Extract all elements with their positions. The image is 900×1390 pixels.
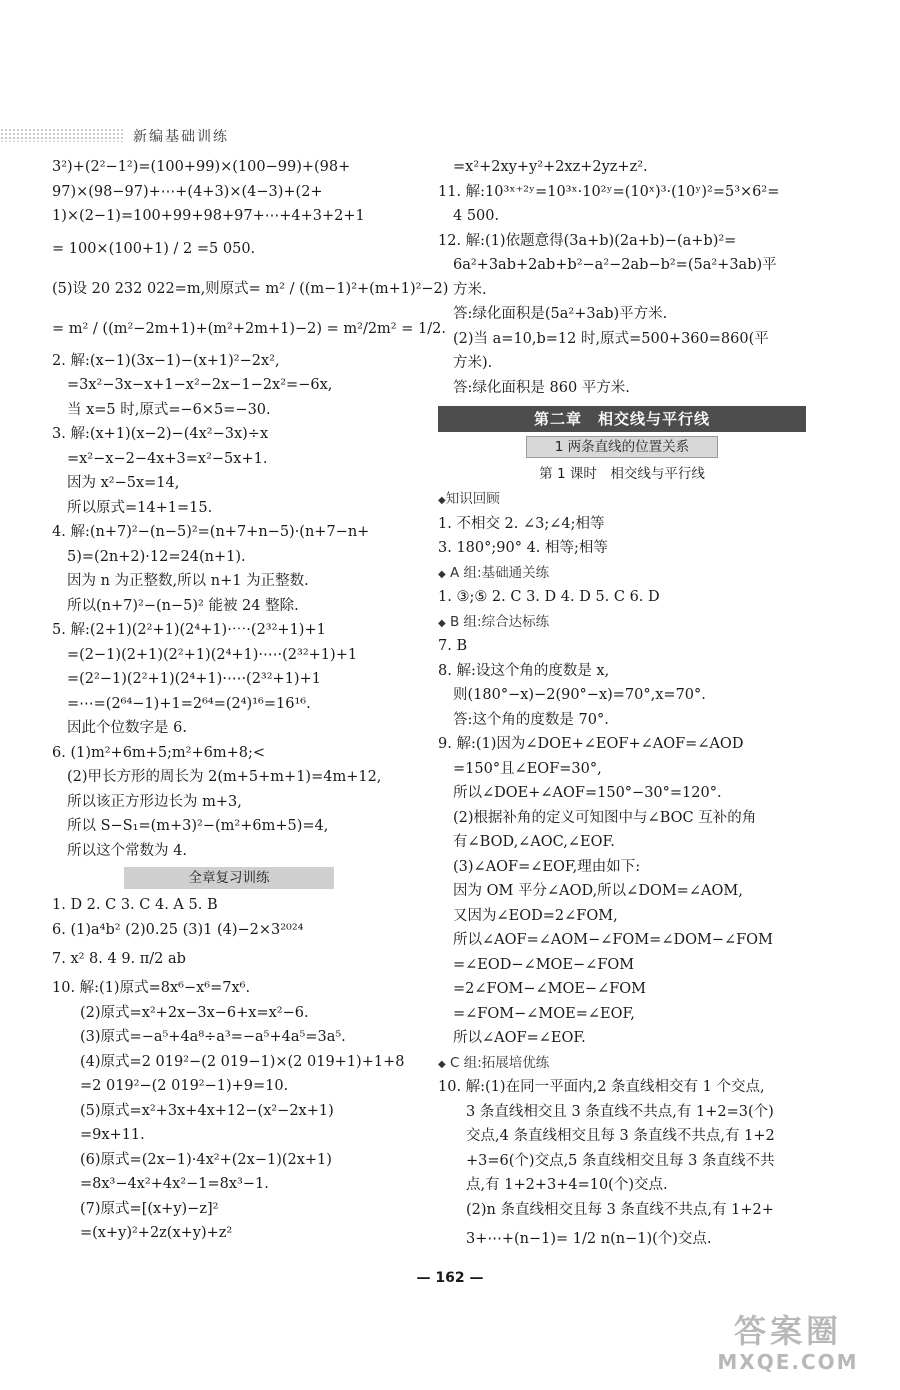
text-line: (2)n 条直线相交且每 3 条直线不共点,有 1+2+	[466, 1201, 774, 1218]
section-title: 1 两条直线的位置关系	[526, 436, 718, 458]
text-line: =(2²−1)(2²+1)(2⁴+1)·⋯·(2³²+1)+1	[67, 671, 321, 687]
text-line: 6. (1)a⁴b² (2)0.25 (3)1 (4)−2×3²⁰²⁴	[52, 921, 304, 938]
text-line: 11. 解:10³ˣ⁺²ʸ=10³ˣ·10²ʸ=(10ˣ)³·(10ʸ)²=5³×6²=	[438, 183, 780, 200]
text-line: 3. 解:(x+1)(x−2)−(4x²−3x)÷x	[52, 426, 269, 442]
text-line: 所以∠DOE+∠AOF=150°−30°=120°.	[453, 785, 722, 801]
group-c-heading	[438, 1051, 806, 1076]
text-line: (7)原式=[(x+y)−z]²	[80, 1200, 219, 1217]
text-line: =(2−1)(2+1)(2²+1)(2⁴+1)·⋯·(2³²+1)+1	[67, 646, 358, 663]
group-b-heading	[438, 610, 806, 635]
text-line: 有∠BOD,∠AOC,∠EOF.	[453, 834, 615, 850]
review-section-title: 全章复习训练	[124, 867, 334, 889]
text-line: (4)原式=2 019²−(2 019−1)×(2 019+1)+1+8	[80, 1053, 405, 1070]
text-line: 又因为∠EOD=2∠FOM,	[453, 907, 618, 924]
text-line: 10. 解:(1)原式=8x⁶−x⁶=7x⁶.	[52, 980, 251, 996]
text-line: 12. 解:(1)依题意得(3a+b)(2a+b)−(a+b)²=	[438, 232, 737, 249]
text-line: =∠EOD−∠MOE−∠FOM	[453, 956, 635, 973]
text-line: (2)当 a=10,b=12 时,原式=500+360=860(平	[453, 330, 769, 347]
group-a-heading-label: A 组:基础通关练	[450, 564, 550, 581]
text-line: 2. 解:(x−1)(3x−1)−(x+1)²−2x²,	[52, 352, 280, 369]
text-line: 97)×(98−97)+⋯+(4+3)×(4−3)+(2+	[52, 183, 323, 200]
watermark	[698, 1312, 878, 1382]
text-line: (5)原式=x²+3x+4x+12−(x²−2x+1)	[80, 1102, 334, 1119]
text-line: 1. ③;⑤ 2. C 3. D 4. D 5. C 6. D	[438, 589, 660, 605]
text-line: 6. (1)m²+6m+5;m²+6m+8;<	[52, 744, 266, 761]
text-line: (5)设 20 232 022=m,则原式= m² / ((m−1)²+(m+1)²−2)	[52, 280, 449, 297]
text-line: 所以 S−S₁=(m+3)²−(m²+6m+5)=4,	[67, 818, 329, 834]
text-line: =2∠FOM−∠MOE−∠FOM	[453, 981, 647, 997]
lesson-title: 第 1 课时 相交线与平行线	[539, 466, 705, 482]
knowledge-heading-label: 知识回顾	[445, 491, 500, 507]
text-line: 因此个位数字是 6.	[67, 720, 187, 736]
text-line: =9x+11.	[80, 1127, 145, 1143]
text-line: 4 500.	[453, 208, 500, 224]
text-line: (3)∠AOF=∠EOF,理由如下:	[453, 858, 641, 875]
text-line: 因为 x²−5x=14,	[67, 475, 180, 491]
text-line: 4. 解:(n+7)²−(n−5)²=(n+7+n−5)·(n+7−n+	[52, 524, 370, 540]
text-line: (2)根据补角的定义可知图中与∠BOC 互补的角	[453, 809, 757, 826]
text-line: 答:绿化面积是(5a²+3ab)平方米.	[453, 306, 668, 322]
text-line: 3+⋯+(n−1)= 1/2 n(n−1)(个)交点.	[466, 1231, 712, 1247]
right-column	[438, 155, 806, 1256]
text-line: 则(180°−x)−2(90°−x)=70°,x=70°.	[453, 687, 706, 703]
text-line: 交点,4 条直线相交且每 3 条直线不共点,有 1+2	[466, 1128, 775, 1144]
text-line: 9. 解:(1)因为∠DOE+∠EOF+∠AOF=∠AOD	[438, 736, 744, 752]
text-line: 10. 解:(1)在同一平面内,2 条直线相交有 1 个交点,	[438, 1079, 765, 1095]
text-line: +3=6(个)交点,5 条直线相交且每 3 条直线不共	[466, 1152, 775, 1169]
diamond-icon: ◆	[438, 568, 446, 580]
text-line: =3x²−3x−x+1−x²−2x−1−2x²=−6x,	[67, 377, 333, 393]
knowledge-heading	[438, 487, 806, 512]
text-line: 所以∠AOF=∠EOF.	[453, 1030, 586, 1046]
text-line: (2)甲长方形的周长为 2(m+5+m+1)=4m+12,	[67, 769, 382, 785]
text-line: 5. 解:(2+1)(2²+1)(2⁴+1)·⋯·(2³²+1)+1	[52, 622, 326, 638]
text-line: =2 019²−(2 019²−1)+9=10.	[80, 1078, 289, 1094]
text-line: = 100×(100+1) / 2 =5 050.	[52, 240, 256, 257]
text-line: (6)原式=(2x−1)·4x²+(2x−1)(2x+1)	[80, 1151, 332, 1168]
watermark-text: 答案圈	[733, 1312, 842, 1350]
text-line: (3)原式=−a⁵+4a⁸÷a³=−a⁵+4a⁵=3a⁵.	[80, 1029, 346, 1045]
text-line: = m² / ((m²−2m+1)+(m²+2m+1)−2) = m²/2m² = 1/2.	[52, 320, 446, 337]
text-line: 所以原式=14+1=15.	[67, 499, 213, 516]
watermark-url: MXQE.COM	[717, 1350, 859, 1374]
text-line: 3. 180°;90° 4. 相等;相等	[438, 540, 608, 556]
diamond-icon: ◆	[438, 617, 446, 629]
text-line: 方米.	[453, 281, 487, 298]
text-line: 答:这个角的度数是 70°.	[453, 711, 609, 728]
header-dot-strip	[0, 128, 125, 142]
text-line: =8x³−4x²+4x²−1=8x³−1.	[80, 1176, 269, 1192]
text-line: =x²−x−2−4x+3=x²−5x+1.	[67, 450, 268, 467]
page-number: — 162 —	[416, 1270, 484, 1286]
text-line: 所以(n+7)²−(n−5)² 能被 24 整除.	[67, 597, 299, 614]
group-b-heading-label: B 组:综合达标练	[450, 613, 550, 630]
series-title: 新编基础训练	[133, 129, 229, 145]
text-line: 当 x=5 时,原式=−6×5=−30.	[67, 401, 271, 418]
text-line: 1. 不相交 2. ∠3;∠4;相等	[438, 515, 605, 532]
text-line: (2)原式=x²+2x−3x−6+x=x²−6.	[80, 1004, 309, 1021]
diamond-icon: ◆	[438, 495, 446, 506]
text-line: 答:绿化面积是 860 平方米.	[453, 379, 630, 396]
text-line: =x²+2xy+y²+2xz+2yz+z².	[453, 159, 648, 175]
group-a-heading	[438, 561, 806, 586]
text-line: 3²)+(2²−1²)=(100+99)×(100−99)+(98+	[52, 159, 351, 175]
left-column	[52, 155, 449, 1246]
text-line: 7. x² 8. 4 9. π/2 ab	[52, 951, 186, 967]
text-line: 因为 n 为正整数,所以 n+1 为正整数.	[67, 573, 309, 589]
text-line: 1. D 2. C 3. C 4. A 5. B	[52, 897, 218, 913]
text-line: 所以∠AOF=∠AOM−∠FOM=∠DOM−∠FOM	[453, 932, 773, 948]
text-line: 8. 解:设这个角的度数是 x,	[438, 662, 610, 679]
text-line: 1)×(2−1)=100+99+98+97+⋯+4+3+2+1	[52, 208, 365, 224]
text-line: 方米).	[453, 355, 493, 371]
group-c-heading-label: C 组:拓展培优练	[450, 1054, 550, 1071]
text-line: 6a²+3ab+2ab+b²−a²−2ab−b²=(5a²+3ab)平	[453, 257, 777, 273]
text-line: 所以这个常数为 4.	[67, 842, 187, 859]
text-line: =150°且∠EOF=30°,	[453, 760, 602, 777]
text-line: =(x+y)²+2z(x+y)+z²	[80, 1225, 233, 1241]
text-line: =⋯=(2⁶⁴−1)+1=2⁶⁴=(2⁴)¹⁶=16¹⁶.	[67, 695, 311, 712]
chapter-title-bar: 第二章 相交线与平行线	[438, 406, 806, 432]
text-line: 所以该正方形边长为 m+3,	[67, 793, 242, 810]
text-line: 3 条直线相交且 3 条直线不共点,有 1+2=3(个)	[466, 1103, 774, 1120]
text-line: 7. B	[438, 638, 468, 654]
diamond-icon: ◆	[438, 1058, 446, 1070]
text-line: =∠FOM−∠MOE=∠EOF,	[453, 1005, 635, 1022]
text-line: 因为 OM 平分∠AOD,所以∠DOM=∠AOM,	[453, 883, 743, 899]
text-line: 5)=(2n+2)·12=24(n+1).	[67, 548, 246, 565]
text-line: 点,有 1+2+3+4=10(个)交点.	[466, 1177, 668, 1193]
